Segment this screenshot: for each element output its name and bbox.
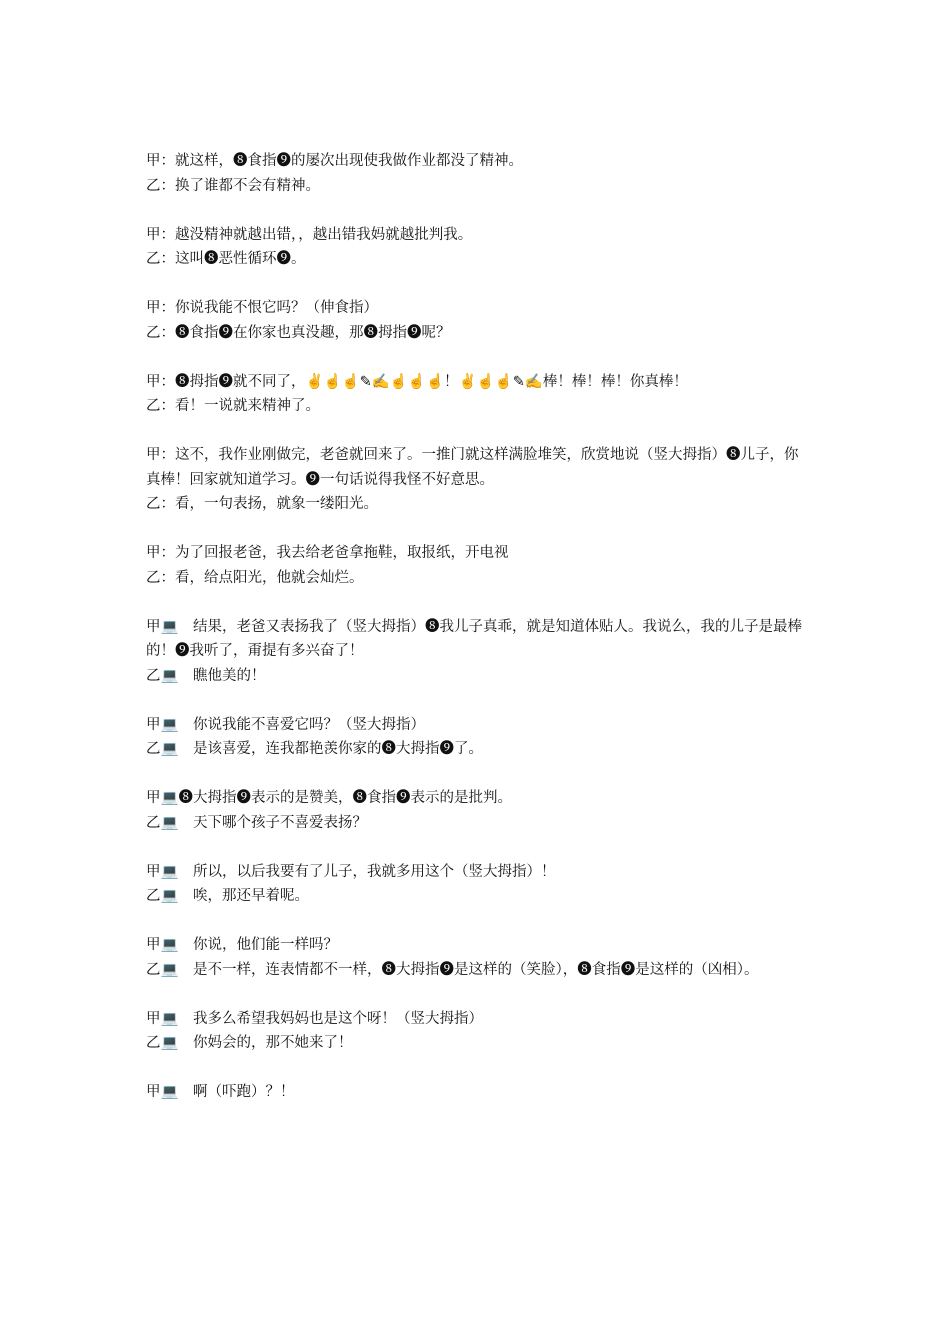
dialogue-exchange-7: [146, 615, 812, 689]
dialogue-line-yi: 乙💻 唉，那还早着呢。: [146, 888, 310, 904]
dialogue-line-yi: 乙：❽食指❾在你家也真没趣，那❽拇指❾呢？: [146, 324, 451, 341]
dialogue-line-yi: 乙：看，给点阳光，他就会灿烂。: [146, 569, 364, 586]
dialogue-line-yi: 乙：看，一句表扬，就象一缕阳光。: [146, 496, 378, 512]
dialogue-line-jia: 甲💻 我多么希望我妈妈也是这个呀！（竖大拇指）: [146, 1010, 484, 1027]
dialogue-exchange-8: [146, 713, 812, 762]
dialogue-line-jia: 甲💻 啊（吓跑）？！: [146, 1084, 295, 1100]
dialogue-exchange-6: [146, 541, 812, 590]
dialogue-line-jia: 甲💻 结果，老爸又表扬我了（竖大拇指）❽我儿子真乖，就是知道体贴人。我说么，我的儿子是最棒的！❾我听了，甭提有多兴奋了！: [146, 618, 803, 659]
dialogue-exchange-13: [146, 1080, 812, 1105]
dialogue-line-yi: 乙💻 是不一样，连表情都不一样，❽大拇指❾是这样的（笑脸），❽食指❾是这样的（凶相）。: [146, 961, 759, 978]
dialogue-exchange-11: [146, 933, 812, 982]
dialogue-line-yi: 乙💻 瞧他美的！: [146, 667, 266, 684]
dialogue-exchange-1: [146, 149, 812, 198]
dialogue-line-jia: 甲：为了回报老爸，我去给老爸拿拖鞋，取报纸，开电视: [146, 545, 509, 561]
dialogue-line-yi: 乙：换了谁都不会有精神。: [146, 177, 320, 194]
dialogue-line-jia: 甲：你说我能不恨它吗？（伸食指）: [146, 300, 378, 316]
dialogue-line-yi: 乙：这叫❽恶性循环❾。: [146, 251, 306, 267]
dialogue-exchange-9: [146, 786, 812, 835]
dialogue-line-jia: 甲：就这样，❽食指❾的屡次出现使我做作业都没了精神。: [146, 153, 523, 169]
dialogue-exchange-3: [146, 296, 812, 345]
dialogue-line-jia: 甲💻 你说我能不喜爱它吗？（竖大拇指）: [146, 716, 426, 733]
dialogue-line-yi: 乙：看！一说就来精神了。: [146, 398, 320, 414]
dialogue-line-jia: 甲：越没精神就越出错，，越出错我妈就越批判我。: [146, 226, 473, 243]
dialogue-exchange-2: [146, 223, 812, 272]
dialogue-line-yi: 乙💻 天下哪个孩子不喜爱表扬？: [146, 814, 368, 831]
dialogue-line-yi: 乙💻 是该喜爱，连我都艳羡你家的❽大拇指❾了。: [146, 741, 484, 757]
dialogue-line-jia: 甲：❽拇指❾就不同了，✌☝☝✎✍☝☝☝！✌☝☝✎✍棒！棒！棒！你真棒！: [146, 373, 688, 390]
dialogue-line-jia: 甲💻❽大拇指❾表示的是赞美，❽食指❾表示的是批判。: [146, 790, 513, 806]
dialogue-exchange-12: [146, 1007, 812, 1056]
dialogue-exchange-10: [146, 860, 812, 909]
dialogue-line-jia: 甲：这不，我作业刚做完，老爸就回来了。一推门就这样满脸堆笑，欣赏地说（竖大拇指）❽儿子，你真棒！回家就知道学习。❾一句话说得我怪不好意思。: [146, 447, 799, 488]
dialogue-exchange-5: [146, 443, 812, 517]
dialogue-line-jia: 甲💻 所以，以后我要有了儿子，我就多用这个（竖大拇指）！: [146, 863, 556, 880]
dialogue-exchange-4: [146, 370, 812, 419]
dialogue-line-jia: 甲💻 你说，他们能一样吗？: [146, 937, 339, 953]
dialogue-line-yi: 乙💻 你妈会的，那不她来了！: [146, 1035, 353, 1051]
document-page: [146, 149, 812, 1129]
